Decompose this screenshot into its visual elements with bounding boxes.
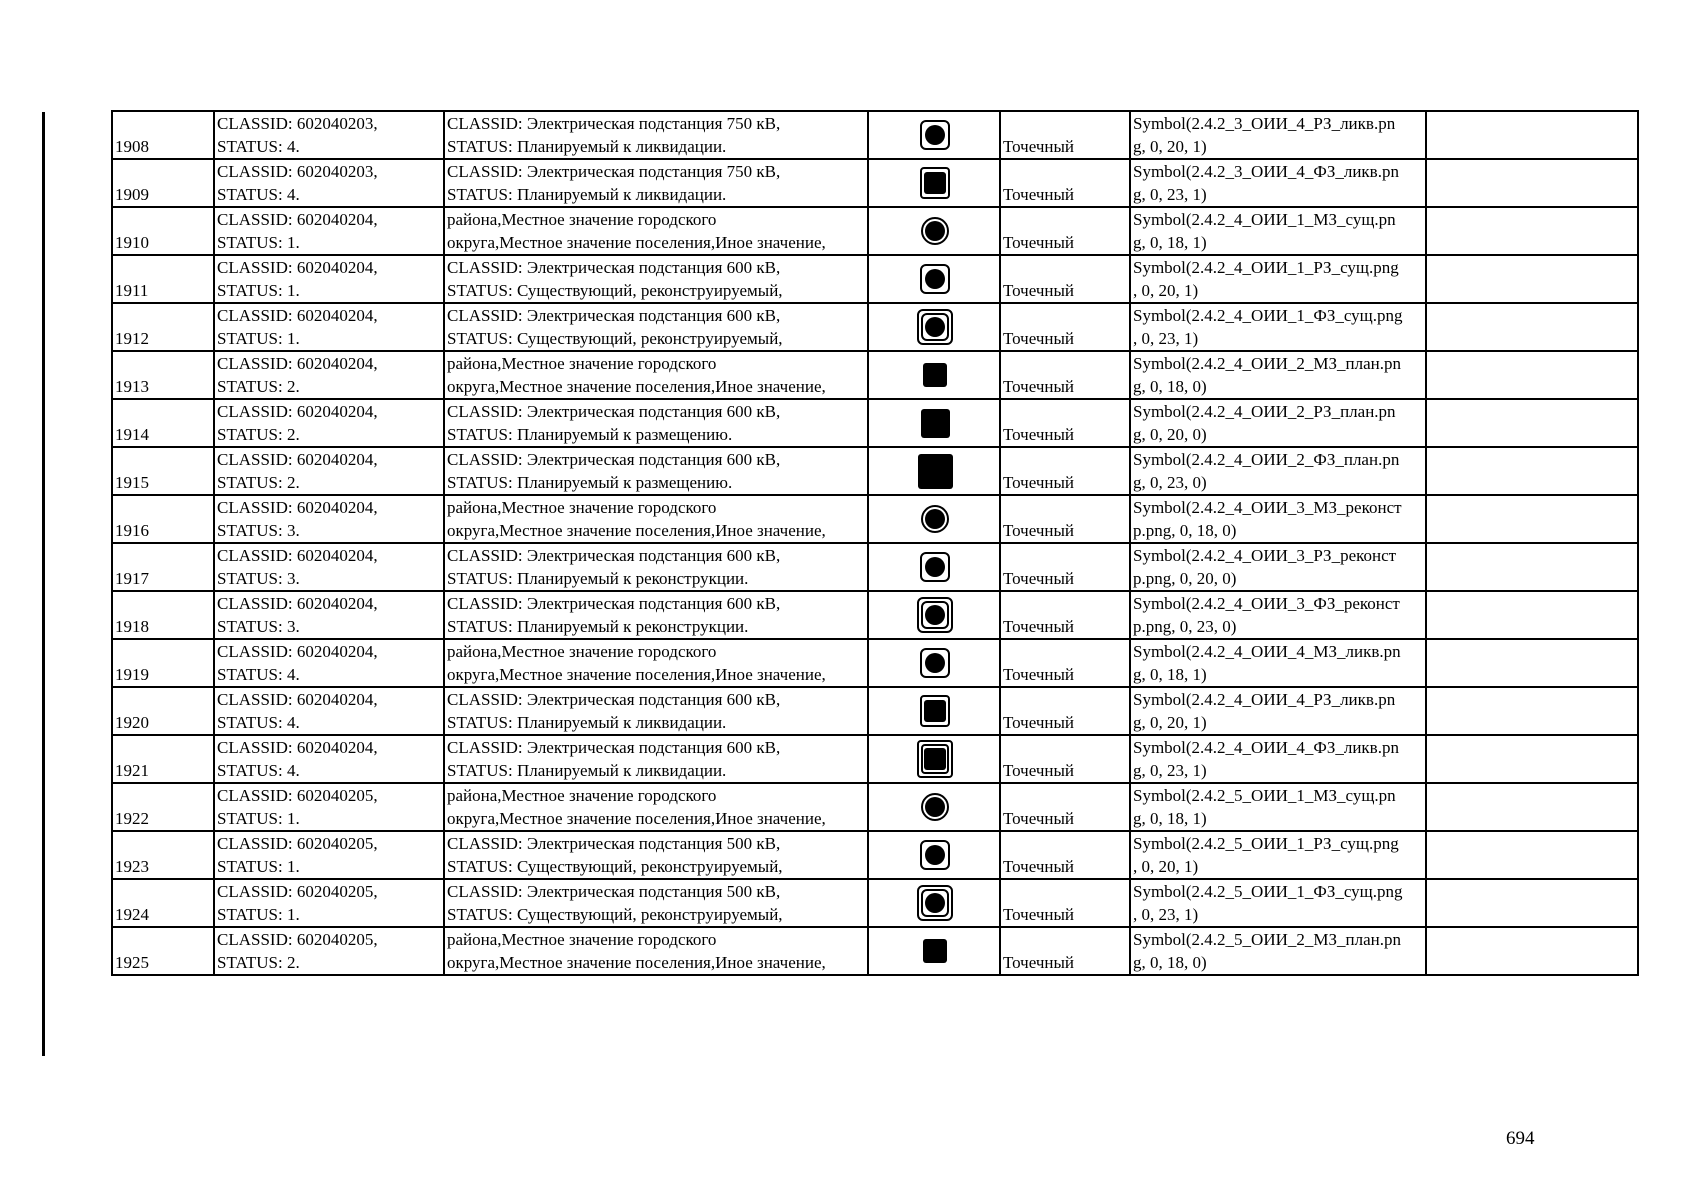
description-line-1: CLASSID: Электрическая подстанция 600 кВ, — [447, 258, 781, 277]
geometry-type-cell: Точечный — [1000, 639, 1130, 687]
description-line-2: округа,Местное значение поселения,Иное значение, — [447, 809, 826, 828]
row-number-cell: 1911 — [112, 255, 214, 303]
symbol-definition-cell — [1130, 831, 1426, 879]
row-number-cell: 1917 — [112, 543, 214, 591]
description-line-2: STATUS: Планируемый к ликвидации. — [447, 185, 727, 204]
row-number-cell: 1921 — [112, 735, 214, 783]
classid-text: CLASSID: 602040204, — [217, 642, 378, 661]
table-row — [112, 207, 1638, 255]
description-cell — [444, 351, 868, 399]
status-text: STATUS: 4. — [217, 713, 300, 732]
status-text: STATUS: 1. — [217, 857, 300, 876]
filled-square-large-icon — [917, 453, 953, 489]
description-cell — [444, 927, 868, 975]
table-row — [112, 159, 1638, 207]
table-row — [112, 831, 1638, 879]
description-cell — [444, 543, 868, 591]
classid-cell — [214, 927, 444, 975]
framed-filled-circle-icon — [920, 120, 950, 150]
symbol-definition-line-1: Symbol(2.4.2_5_ОИИ_1_РЗ_сущ.png — [1133, 834, 1399, 853]
table-row — [112, 303, 1638, 351]
filled-square-medium-icon — [920, 408, 950, 438]
symbol-definition-line-1: Symbol(2.4.2_4_ОИИ_4_МЗ_ликв.pn — [1133, 642, 1401, 661]
ringed-filled-circle-icon — [921, 217, 949, 245]
classid-text: CLASSID: 602040205, — [217, 786, 378, 805]
description-line-1: CLASSID: Электрическая подстанция 750 кВ, — [447, 162, 781, 181]
description-line-2: округа,Местное значение поселения,Иное значение, — [447, 665, 826, 684]
empty-cell — [1426, 687, 1638, 735]
status-text: STATUS: 4. — [217, 185, 300, 204]
symbol-definition-line-2: g, 0, 18, 1) — [1133, 665, 1207, 684]
filled-square-small-icon — [922, 361, 948, 389]
classid-text: CLASSID: 602040204, — [217, 258, 378, 277]
geometry-type-cell: Точечный — [1000, 543, 1130, 591]
symbol-image-cell — [868, 399, 1000, 447]
table-row — [112, 255, 1638, 303]
symbol-definition-line-2: р.png, 0, 23, 0) — [1133, 617, 1237, 636]
geometry-type-cell: Точечный — [1000, 255, 1130, 303]
classid-text: CLASSID: 602040204, — [217, 402, 378, 421]
classid-text: CLASSID: 602040205, — [217, 930, 378, 949]
symbol-definition-cell — [1130, 351, 1426, 399]
description-cell — [444, 159, 868, 207]
table-row — [112, 447, 1638, 495]
description-line-2: STATUS: Существующий, реконструируемый, — [447, 281, 783, 300]
symbol-image-cell — [868, 447, 1000, 495]
symbol-image-cell — [868, 591, 1000, 639]
status-text: STATUS: 4. — [217, 761, 300, 780]
symbol-definition-line-1: Symbol(2.4.2_5_ОИИ_2_МЗ_план.pn — [1133, 930, 1401, 949]
symbol-definition-line-1: Symbol(2.4.2_4_ОИИ_3_ФЗ_реконст — [1133, 594, 1400, 613]
description-line-2: STATUS: Существующий, реконструируемый, — [447, 857, 783, 876]
description-cell — [444, 303, 868, 351]
description-line-2: STATUS: Планируемый к ликвидации. — [447, 761, 727, 780]
row-number-cell: 1910 — [112, 207, 214, 255]
symbol-definition-line-1: Symbol(2.4.2_4_ОИИ_1_ФЗ_сущ.png — [1133, 306, 1403, 325]
ringed-filled-circle-icon — [921, 505, 949, 533]
description-line-2: STATUS: Планируемый к ликвидации. — [447, 713, 727, 732]
classid-cell — [214, 831, 444, 879]
symbol-definition-cell — [1130, 735, 1426, 783]
empty-cell — [1426, 159, 1638, 207]
ringed-filled-circle-icon — [921, 793, 949, 821]
table-row — [112, 399, 1638, 447]
description-line-2: STATUS: Планируемый к реконструкции. — [447, 569, 749, 588]
symbol-definition-cell — [1130, 783, 1426, 831]
row-number-cell: 1918 — [112, 591, 214, 639]
description-line-2: STATUS: Существующий, реконструируемый, — [447, 329, 783, 348]
page-number: 694 — [1506, 1128, 1535, 1149]
description-line-1: CLASSID: Электрическая подстанция 600 кВ, — [447, 402, 781, 421]
description-line-1: CLASSID: Электрическая подстанция 750 кВ, — [447, 114, 781, 133]
empty-cell — [1426, 303, 1638, 351]
description-line-1: CLASSID: Электрическая подстанция 600 кВ, — [447, 594, 781, 613]
empty-cell — [1426, 831, 1638, 879]
empty-cell — [1426, 591, 1638, 639]
empty-cell — [1426, 447, 1638, 495]
double-framed-circle-icon — [917, 597, 953, 633]
empty-cell — [1426, 783, 1638, 831]
symbol-definition-line-1: Symbol(2.4.2_4_ОИИ_2_ФЗ_план.pn — [1133, 450, 1400, 469]
description-line-2: округа,Местное значение поселения,Иное значение, — [447, 233, 826, 252]
row-number-cell: 1925 — [112, 927, 214, 975]
description-cell — [444, 591, 868, 639]
classid-cell — [214, 351, 444, 399]
description-line-2: STATUS: Планируемый к размещению. — [447, 473, 733, 492]
symbol-definition-line-1: Symbol(2.4.2_4_ОИИ_4_РЗ_ликв.pn — [1133, 690, 1396, 709]
description-line-1: CLASSID: Электрическая подстанция 500 кВ, — [447, 882, 781, 901]
classid-cell — [214, 255, 444, 303]
symbol-image-cell — [868, 831, 1000, 879]
status-text: STATUS: 3. — [217, 521, 300, 540]
classid-text: CLASSID: 602040205, — [217, 882, 378, 901]
description-line-1: CLASSID: Электрическая подстанция 600 кВ, — [447, 690, 781, 709]
classid-cell — [214, 639, 444, 687]
classid-text: CLASSID: 602040204, — [217, 690, 378, 709]
symbol-definition-cell — [1130, 543, 1426, 591]
classid-text: CLASSID: 602040204, — [217, 546, 378, 565]
classid-text: CLASSID: 602040204, — [217, 210, 378, 229]
symbol-definition-line-1: Symbol(2.4.2_4_ОИИ_2_РЗ_план.pn — [1133, 402, 1396, 421]
classid-text: CLASSID: 602040205, — [217, 834, 378, 853]
symbol-definition-line-2: , 0, 23, 1) — [1133, 905, 1199, 924]
classid-cell — [214, 303, 444, 351]
classid-text: CLASSID: 602040204, — [217, 354, 378, 373]
status-text: STATUS: 2. — [217, 953, 300, 972]
left-margin-line — [42, 112, 45, 1056]
symbol-image-cell — [868, 495, 1000, 543]
symbol-definition-line-2: g, 0, 20, 0) — [1133, 425, 1207, 444]
row-number-cell: 1922 — [112, 783, 214, 831]
description-cell — [444, 831, 868, 879]
symbol-definition-cell — [1130, 591, 1426, 639]
description-line-1: района,Местное значение городского — [447, 498, 717, 517]
empty-cell — [1426, 927, 1638, 975]
symbol-image-cell — [868, 111, 1000, 159]
geometry-type-cell: Точечный — [1000, 591, 1130, 639]
symbol-image-cell — [868, 207, 1000, 255]
symbol-definition-line-2: g, 0, 18, 1) — [1133, 809, 1207, 828]
table-row — [112, 687, 1638, 735]
classid-cell — [214, 159, 444, 207]
status-text: STATUS: 4. — [217, 665, 300, 684]
classid-cell — [214, 495, 444, 543]
symbol-definition-line-2: , 0, 20, 1) — [1133, 857, 1199, 876]
table-row — [112, 351, 1638, 399]
row-number-cell: 1915 — [112, 447, 214, 495]
classid-text: CLASSID: 602040204, — [217, 306, 378, 325]
classid-text: CLASSID: 602040204, — [217, 594, 378, 613]
description-line-1: CLASSID: Электрическая подстанция 500 кВ, — [447, 834, 781, 853]
symbol-image-cell — [868, 303, 1000, 351]
framed-filled-circle-icon — [920, 840, 950, 870]
table-row — [112, 591, 1638, 639]
row-number-cell: 1913 — [112, 351, 214, 399]
symbol-image-cell — [868, 543, 1000, 591]
framed-filled-square-icon — [920, 695, 950, 727]
description-line-1: CLASSID: Электрическая подстанция 600 кВ, — [447, 738, 781, 757]
geometry-type-cell: Точечный — [1000, 351, 1130, 399]
description-cell — [444, 639, 868, 687]
symbol-image-cell — [868, 927, 1000, 975]
classid-cell — [214, 591, 444, 639]
classid-cell — [214, 687, 444, 735]
symbol-definition-cell — [1130, 879, 1426, 927]
description-cell — [444, 255, 868, 303]
row-number-cell: 1914 — [112, 399, 214, 447]
symbol-image-cell — [868, 783, 1000, 831]
symbol-definition-line-1: Symbol(2.4.2_3_ОИИ_4_ФЗ_ликв.pn — [1133, 162, 1399, 181]
status-text: STATUS: 1. — [217, 233, 300, 252]
symbol-table — [111, 110, 1639, 976]
table-row — [112, 111, 1638, 159]
status-text: STATUS: 1. — [217, 281, 300, 300]
symbol-definition-line-1: Symbol(2.4.2_4_ОИИ_1_МЗ_сущ.pn — [1133, 210, 1396, 229]
symbol-image-cell — [868, 255, 1000, 303]
symbol-image-cell — [868, 687, 1000, 735]
geometry-type-cell: Точечный — [1000, 831, 1130, 879]
status-text: STATUS: 2. — [217, 473, 300, 492]
description-line-2: STATUS: Планируемый к ликвидации. — [447, 137, 727, 156]
symbol-definition-cell — [1130, 495, 1426, 543]
status-text: STATUS: 3. — [217, 569, 300, 588]
row-number-cell: 1916 — [112, 495, 214, 543]
description-cell — [444, 687, 868, 735]
geometry-type-cell: Точечный — [1000, 783, 1130, 831]
symbol-definition-line-2: р.png, 0, 20, 0) — [1133, 569, 1237, 588]
symbol-definition-cell — [1130, 207, 1426, 255]
table-body — [112, 111, 1638, 975]
classid-cell — [214, 399, 444, 447]
classid-cell — [214, 879, 444, 927]
description-cell — [444, 447, 868, 495]
geometry-type-cell: Точечный — [1000, 495, 1130, 543]
description-line-2: округа,Местное значение поселения,Иное значение, — [447, 377, 826, 396]
symbol-definition-line-2: , 0, 23, 1) — [1133, 329, 1199, 348]
description-cell — [444, 495, 868, 543]
geometry-type-cell: Точечный — [1000, 735, 1130, 783]
symbol-definition-line-2: g, 0, 18, 1) — [1133, 233, 1207, 252]
framed-filled-circle-icon — [920, 648, 950, 678]
double-framed-circle-icon — [917, 885, 953, 921]
symbol-definition-cell — [1130, 639, 1426, 687]
geometry-type-cell: Точечный — [1000, 399, 1130, 447]
classid-text: CLASSID: 602040204, — [217, 450, 378, 469]
symbol-definition-line-1: Symbol(2.4.2_4_ОИИ_3_РЗ_реконст — [1133, 546, 1397, 565]
empty-cell — [1426, 495, 1638, 543]
symbol-definition-cell — [1130, 399, 1426, 447]
geometry-type-cell: Точечный — [1000, 879, 1130, 927]
symbol-image-cell — [868, 639, 1000, 687]
symbol-definition-line-1: Symbol(2.4.2_5_ОИИ_1_МЗ_сущ.pn — [1133, 786, 1396, 805]
description-cell — [444, 207, 868, 255]
geometry-type-cell: Точечный — [1000, 687, 1130, 735]
symbol-definition-line-2: g, 0, 18, 0) — [1133, 377, 1207, 396]
description-cell — [444, 735, 868, 783]
symbol-definition-cell — [1130, 447, 1426, 495]
classid-cell — [214, 783, 444, 831]
empty-cell — [1426, 111, 1638, 159]
empty-cell — [1426, 399, 1638, 447]
description-line-1: CLASSID: Электрическая подстанция 600 кВ, — [447, 450, 781, 469]
classid-text: CLASSID: 602040203, — [217, 114, 378, 133]
classid-text: CLASSID: 602040204, — [217, 738, 378, 757]
symbol-definition-line-2: g, 0, 18, 0) — [1133, 953, 1207, 972]
symbol-definition-cell — [1130, 687, 1426, 735]
description-line-2: округа,Местное значение поселения,Иное значение, — [447, 521, 826, 540]
description-line-1: района,Местное значение городского — [447, 930, 717, 949]
symbol-definition-line-2: g, 0, 23, 1) — [1133, 185, 1207, 204]
double-framed-square-icon — [917, 740, 953, 778]
description-cell — [444, 783, 868, 831]
status-text: STATUS: 1. — [217, 329, 300, 348]
symbol-definition-line-2: g, 0, 20, 1) — [1133, 713, 1207, 732]
classid-cell — [214, 111, 444, 159]
description-cell — [444, 879, 868, 927]
double-framed-circle-icon — [917, 309, 953, 345]
geometry-type-cell: Точечный — [1000, 927, 1130, 975]
symbol-definition-cell — [1130, 159, 1426, 207]
description-cell — [444, 111, 868, 159]
description-line-2: STATUS: Планируемый к размещению. — [447, 425, 733, 444]
classid-cell — [214, 207, 444, 255]
row-number-cell: 1924 — [112, 879, 214, 927]
geometry-type-cell: Точечный — [1000, 159, 1130, 207]
symbol-definition-line-2: g, 0, 23, 1) — [1133, 761, 1207, 780]
classid-cell — [214, 543, 444, 591]
table-row — [112, 783, 1638, 831]
symbol-image-cell — [868, 735, 1000, 783]
symbol-definition-line-1: Symbol(2.4.2_4_ОИИ_3_МЗ_реконст — [1133, 498, 1402, 517]
classid-cell — [214, 735, 444, 783]
geometry-type-cell: Точечный — [1000, 207, 1130, 255]
empty-cell — [1426, 207, 1638, 255]
classid-cell — [214, 447, 444, 495]
symbol-definition-cell — [1130, 303, 1426, 351]
table-row — [112, 879, 1638, 927]
status-text: STATUS: 2. — [217, 377, 300, 396]
geometry-type-cell: Точечный — [1000, 111, 1130, 159]
geometry-type-cell: Точечный — [1000, 447, 1130, 495]
symbol-definition-line-1: Symbol(2.4.2_4_ОИИ_1_РЗ_сущ.png — [1133, 258, 1399, 277]
description-line-1: района,Местное значение городского — [447, 642, 717, 661]
classid-text: CLASSID: 602040203, — [217, 162, 378, 181]
description-line-2: округа,Местное значение поселения,Иное значение, — [447, 953, 826, 972]
description-line-1: района,Местное значение городского — [447, 210, 717, 229]
symbol-definition-line-2: g, 0, 20, 1) — [1133, 137, 1207, 156]
empty-cell — [1426, 879, 1638, 927]
symbol-definition-line-1: Symbol(2.4.2_3_ОИИ_4_РЗ_ликв.pn — [1133, 114, 1396, 133]
empty-cell — [1426, 255, 1638, 303]
symbol-definition-cell — [1130, 111, 1426, 159]
empty-cell — [1426, 735, 1638, 783]
symbol-definition-line-2: g, 0, 23, 0) — [1133, 473, 1207, 492]
row-number-cell: 1920 — [112, 687, 214, 735]
row-number-cell: 1908 — [112, 111, 214, 159]
symbol-image-cell — [868, 159, 1000, 207]
status-text: STATUS: 2. — [217, 425, 300, 444]
framed-filled-square-icon — [920, 167, 950, 199]
status-text: STATUS: 4. — [217, 137, 300, 156]
symbol-definition-line-2: р.png, 0, 18, 0) — [1133, 521, 1237, 540]
symbol-definition-line-1: Symbol(2.4.2_4_ОИИ_4_ФЗ_ликв.pn — [1133, 738, 1399, 757]
description-line-2: STATUS: Существующий, реконструируемый, — [447, 905, 783, 924]
geometry-type-cell: Точечный — [1000, 303, 1130, 351]
empty-cell — [1426, 543, 1638, 591]
table-row — [112, 543, 1638, 591]
row-number-cell: 1909 — [112, 159, 214, 207]
empty-cell — [1426, 639, 1638, 687]
framed-filled-circle-icon — [920, 264, 950, 294]
symbol-definition-line-2: , 0, 20, 1) — [1133, 281, 1199, 300]
description-line-2: STATUS: Планируемый к реконструкции. — [447, 617, 749, 636]
table-row — [112, 639, 1638, 687]
symbol-definition-cell — [1130, 255, 1426, 303]
description-line-1: CLASSID: Электрическая подстанция 600 кВ, — [447, 546, 781, 565]
framed-filled-circle-icon — [920, 552, 950, 582]
status-text: STATUS: 1. — [217, 809, 300, 828]
symbol-definition-line-1: Symbol(2.4.2_5_ОИИ_1_ФЗ_сущ.png — [1133, 882, 1403, 901]
filled-square-small-icon — [922, 937, 948, 965]
symbol-definition-line-1: Symbol(2.4.2_4_ОИИ_2_МЗ_план.pn — [1133, 354, 1401, 373]
classid-text: CLASSID: 602040204, — [217, 498, 378, 517]
table-row — [112, 495, 1638, 543]
symbol-image-cell — [868, 351, 1000, 399]
empty-cell — [1426, 351, 1638, 399]
description-line-1: CLASSID: Электрическая подстанция 600 кВ, — [447, 306, 781, 325]
description-cell — [444, 399, 868, 447]
description-line-1: района,Местное значение городского — [447, 786, 717, 805]
description-line-1: района,Местное значение городского — [447, 354, 717, 373]
symbol-definition-cell — [1130, 927, 1426, 975]
status-text: STATUS: 1. — [217, 905, 300, 924]
row-number-cell: 1919 — [112, 639, 214, 687]
row-number-cell: 1923 — [112, 831, 214, 879]
table-row — [112, 735, 1638, 783]
row-number-cell: 1912 — [112, 303, 214, 351]
symbol-image-cell — [868, 879, 1000, 927]
status-text: STATUS: 3. — [217, 617, 300, 636]
table-row — [112, 927, 1638, 975]
